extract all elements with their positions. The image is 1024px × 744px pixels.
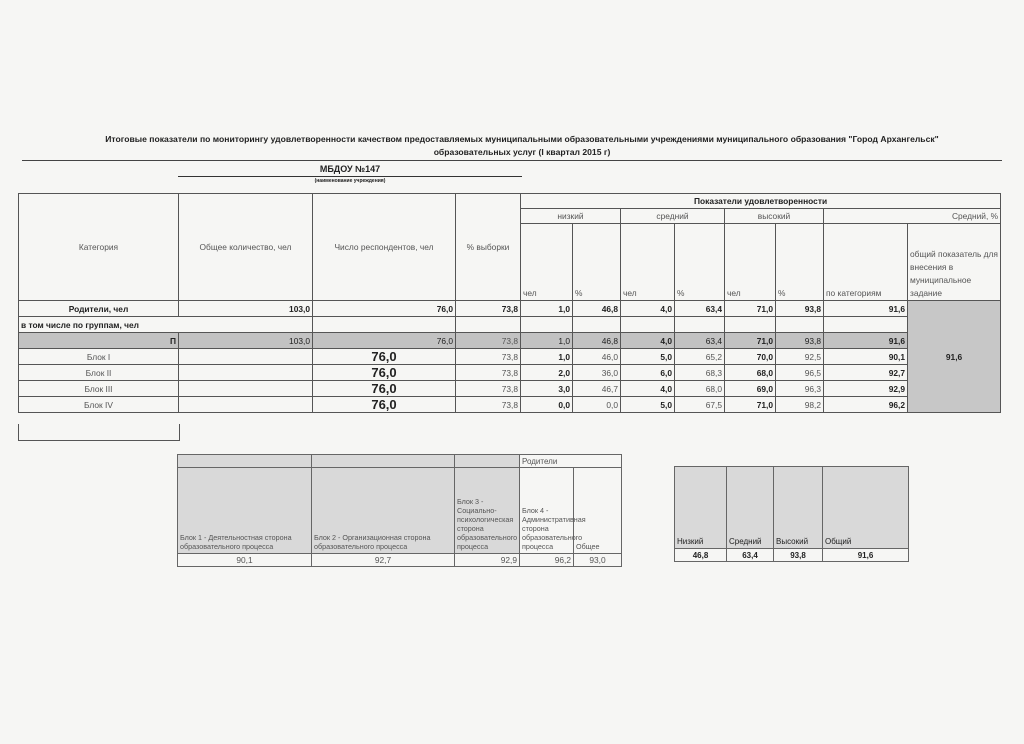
empty-cell <box>179 381 313 397</box>
cell-mid-n: 5,0 <box>621 397 675 413</box>
cell-high-n: 71,0 <box>725 301 776 317</box>
cell-low-pct: 46,0 <box>573 349 621 365</box>
summary-header-row <box>178 468 622 554</box>
summary-values-row <box>178 554 622 567</box>
row-label: Родители, чел <box>19 301 179 317</box>
cell-mid-n: 6,0 <box>621 365 675 381</box>
header-high: высокий <box>725 209 824 224</box>
summary-header-block4: Блок 4 - Административная сторона образовательного процесса <box>520 468 574 554</box>
empty-cell <box>521 317 573 333</box>
empty-cell <box>621 317 675 333</box>
row-label: Блок IV <box>19 397 179 413</box>
cell-sample: 73,8 <box>456 333 521 349</box>
cell-high-n: 70,0 <box>725 349 776 365</box>
header-by-category: по категориям <box>824 224 908 301</box>
cell-low-n: 1,0 <box>521 301 573 317</box>
overall-indicator: 91,6 <box>908 301 1001 413</box>
cell-respondents: 76,0 <box>313 365 456 381</box>
satisfaction-table <box>18 193 1001 413</box>
empty-cell-box <box>18 424 180 441</box>
cell-low-n: 2,0 <box>521 365 573 381</box>
header-high-pct: % <box>776 224 824 301</box>
levels-header-overall: Общий <box>823 467 909 549</box>
levels-header-low: Низкий <box>675 467 727 549</box>
header-satisfaction: Показатели удовлетворенности <box>521 194 1001 209</box>
empty-cell <box>179 365 313 381</box>
title-underline <box>22 160 1002 161</box>
summary-group-title: Родители <box>520 455 622 468</box>
cell-total: 103,0 <box>179 333 313 349</box>
header-mid-people: чел <box>621 224 675 301</box>
cell-low-pct: 36,0 <box>573 365 621 381</box>
empty-cell <box>725 317 776 333</box>
parents-summary-table <box>177 454 622 567</box>
cell-high-pct: 98,2 <box>776 397 824 413</box>
header-overall: общий показатель для внесения в муниципальное задание <box>908 224 1001 301</box>
header-category: Категория <box>19 194 179 301</box>
row-label: Блок II <box>19 365 179 381</box>
header-low-pct: % <box>573 224 621 301</box>
cell-high-n: 68,0 <box>725 365 776 381</box>
cell-mid-pct: 67,5 <box>675 397 725 413</box>
cell-sample: 73,8 <box>456 301 521 317</box>
table-row-parents <box>19 301 1001 317</box>
cell-high-n: 71,0 <box>725 333 776 349</box>
cell-mid-pct: 63,4 <box>675 301 725 317</box>
empty-cell <box>776 317 824 333</box>
summary-value-total: 93,0 <box>574 554 622 567</box>
cell-respondents: 76,0 <box>313 301 456 317</box>
cell-by-category: 91,6 <box>824 333 908 349</box>
summary-header-total: Общее <box>574 468 622 554</box>
levels-value-low: 46,8 <box>675 549 727 562</box>
cell-high-n: 71,0 <box>725 397 776 413</box>
cell-mid-n: 4,0 <box>621 381 675 397</box>
org-name: МБДОУ №147 <box>319 164 381 174</box>
cell-mid-n: 5,0 <box>621 349 675 365</box>
cell-mid-pct: 68,0 <box>675 381 725 397</box>
header-high-people: чел <box>725 224 776 301</box>
levels-summary-table <box>674 466 909 562</box>
summary-value-block1: 90,1 <box>178 554 312 567</box>
summary-header-block3: Блок 3 - Социально-психологическая сторона образовательного процесса <box>455 468 520 554</box>
cell-low-n: 3,0 <box>521 381 573 397</box>
row-label: Блок III <box>19 381 179 397</box>
org-caption: (наименование учреждения) <box>314 178 386 184</box>
cell-sample: 73,8 <box>456 365 521 381</box>
cell-low-pct: 46,7 <box>573 381 621 397</box>
summary-value-block4: 96,2 <box>520 554 574 567</box>
header-mid-pct: % <box>675 224 725 301</box>
cell-high-pct: 96,3 <box>776 381 824 397</box>
summary-title-row <box>178 455 622 468</box>
levels-value-medium: 63,4 <box>727 549 774 562</box>
cell-low-n: 0,0 <box>521 397 573 413</box>
levels-values-row <box>675 549 909 562</box>
header-low: низкий <box>521 209 621 224</box>
cell-sample: 73,8 <box>456 381 521 397</box>
report-title-line1: Итоговые показатели по мониторингу удовлетворенности качеством предоставляемых муниципальными образовательными учреждениями муниципального образования "Город Архангельск" <box>105 134 939 144</box>
cell-mid-pct: 63,4 <box>675 333 725 349</box>
cell-total: 103,0 <box>179 301 313 317</box>
table-row-block <box>19 397 1001 413</box>
levels-header-medium: Средний <box>727 467 774 549</box>
row-label: П <box>19 333 179 349</box>
cell-low-n: 1,0 <box>521 349 573 365</box>
table-row-p <box>19 333 1001 349</box>
empty-cell <box>455 455 520 468</box>
cell-respondents: 76,0 <box>313 333 456 349</box>
cell-mid-pct: 68,3 <box>675 365 725 381</box>
report-title-line2: образовательных услуг (I квартал 2015 г) <box>433 147 611 157</box>
cell-low-pct: 46,8 <box>573 333 621 349</box>
header-avg: Средний, % <box>824 209 1001 224</box>
summary-value-block3: 92,9 <box>455 554 520 567</box>
empty-cell <box>179 349 313 365</box>
header-sample: % выборки <box>456 194 521 301</box>
cell-high-n: 69,0 <box>725 381 776 397</box>
levels-value-high: 93,8 <box>774 549 823 562</box>
summary-header-block2: Блок 2 - Организационная сторона образовательного процесса <box>312 468 455 554</box>
report-title <box>22 133 1022 159</box>
groups-label: в том числе по группам, чел <box>19 317 313 333</box>
table-row-block <box>19 365 1001 381</box>
cell-mid-n: 4,0 <box>621 333 675 349</box>
header-respondents: Число респондентов, чел <box>313 194 456 301</box>
levels-value-overall: 91,6 <box>823 549 909 562</box>
cell-by-category: 90,1 <box>824 349 908 365</box>
table-row-groups-label <box>19 317 1001 333</box>
cell-by-category: 91,6 <box>824 301 908 317</box>
empty-cell <box>179 397 313 413</box>
cell-mid-n: 4,0 <box>621 301 675 317</box>
table-row-block <box>19 349 1001 365</box>
header-total: Общее количество, чел <box>179 194 313 301</box>
empty-cell <box>312 455 455 468</box>
summary-value-block2: 92,7 <box>312 554 455 567</box>
row-label: Блок I <box>19 349 179 365</box>
cell-mid-pct: 65,2 <box>675 349 725 365</box>
cell-high-pct: 92,5 <box>776 349 824 365</box>
header-row-1 <box>19 194 1001 209</box>
empty-cell <box>456 317 521 333</box>
cell-by-category: 96,2 <box>824 397 908 413</box>
levels-header-row <box>675 467 909 549</box>
cell-high-pct: 93,8 <box>776 333 824 349</box>
cell-respondents: 76,0 <box>313 381 456 397</box>
empty-cell <box>573 317 621 333</box>
header-low-people: чел <box>521 224 573 301</box>
cell-low-n: 1,0 <box>521 333 573 349</box>
empty-cell <box>824 317 908 333</box>
cell-by-category: 92,9 <box>824 381 908 397</box>
cell-sample: 73,8 <box>456 349 521 365</box>
cell-high-pct: 93,8 <box>776 301 824 317</box>
cell-respondents: 76,0 <box>313 349 456 365</box>
cell-by-category: 92,7 <box>824 365 908 381</box>
header-medium: средний <box>621 209 725 224</box>
cell-respondents: 76,0 <box>313 397 456 413</box>
cell-low-pct: 0,0 <box>573 397 621 413</box>
empty-cell <box>178 455 312 468</box>
levels-header-high: Высокий <box>774 467 823 549</box>
empty-cell <box>313 317 456 333</box>
summary-header-block1: Блок 1 - Деятельностная сторона образовательного процесса <box>178 468 312 554</box>
empty-cell <box>675 317 725 333</box>
cell-sample: 73,8 <box>456 397 521 413</box>
cell-low-pct: 46,8 <box>573 301 621 317</box>
table-row-block <box>19 381 1001 397</box>
cell-high-pct: 96,5 <box>776 365 824 381</box>
org-underline <box>178 176 522 177</box>
